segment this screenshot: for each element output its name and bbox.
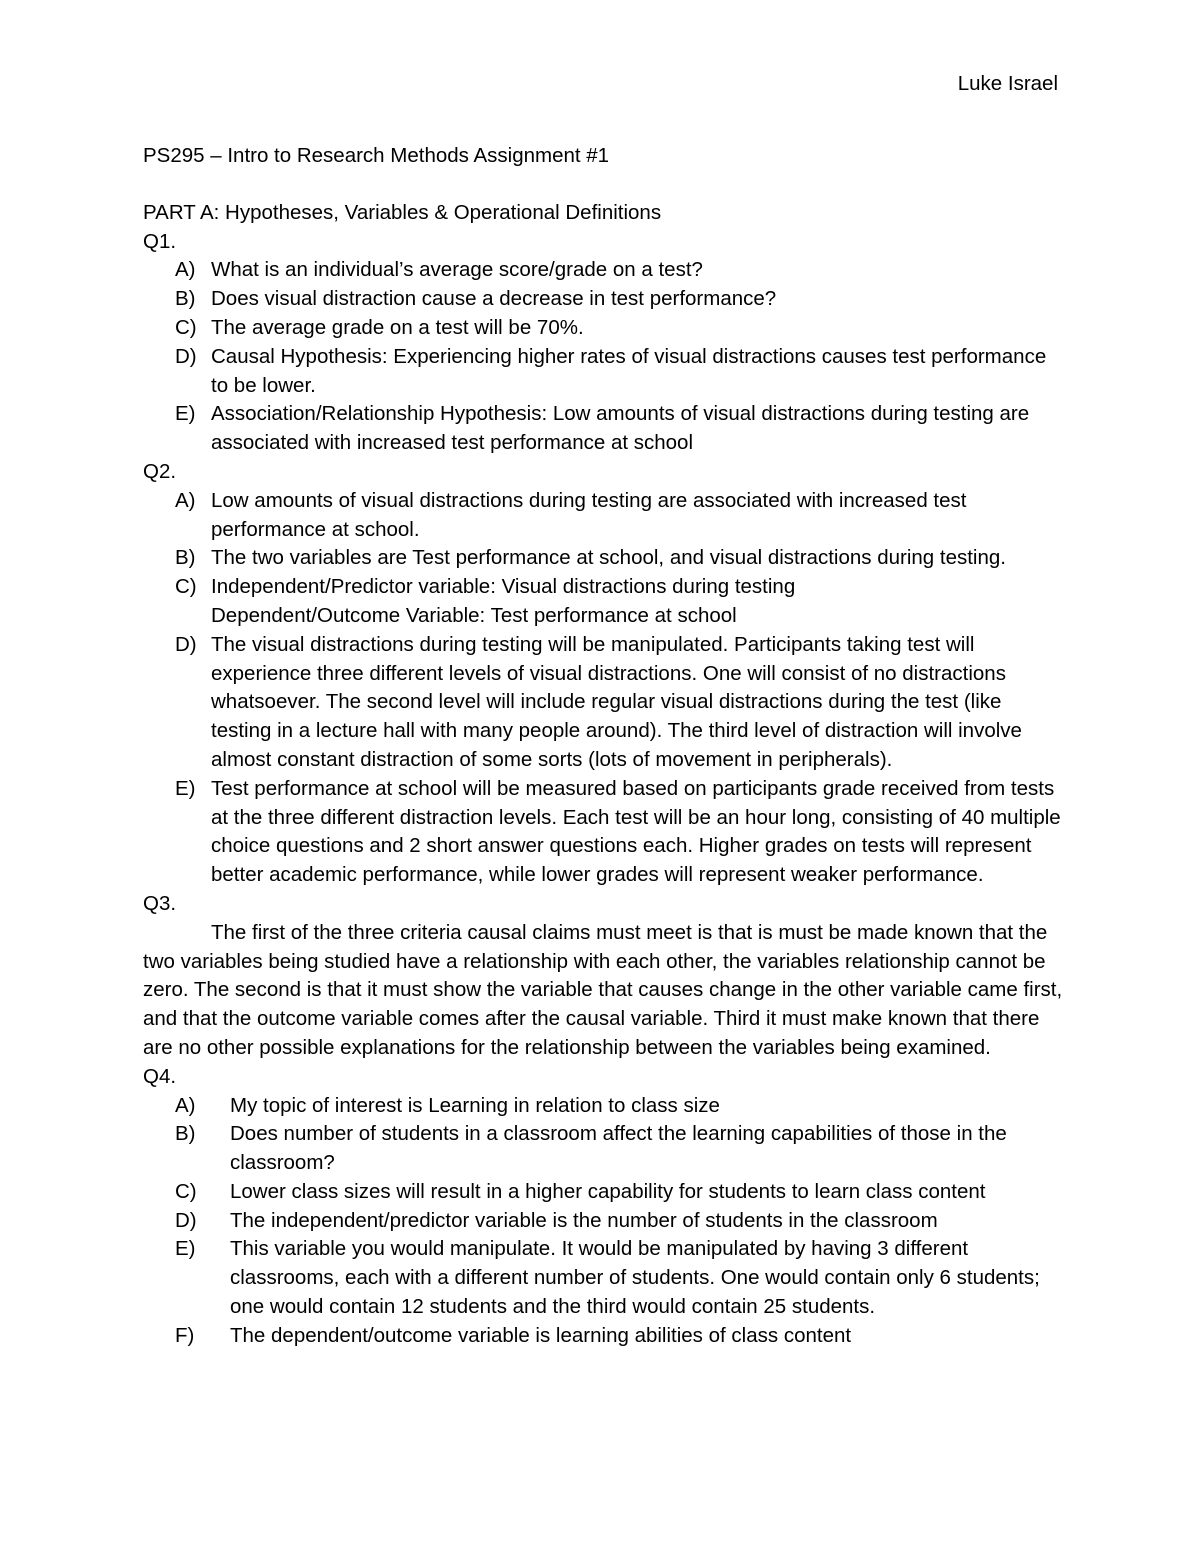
answer-text: The average grade on a test will be 70%. xyxy=(211,315,584,339)
list-item xyxy=(143,285,1063,314)
answer-text: Does visual distraction cause a decrease in test performance? xyxy=(211,287,777,311)
document-body xyxy=(143,142,1063,1351)
list-marker: A) xyxy=(175,488,196,512)
list-item xyxy=(143,631,1063,775)
answer-text: Does number of students in a classroom affect the learning capabilities of those in the classroom? xyxy=(230,1122,1007,1175)
question-label-q2: Q2. xyxy=(143,459,177,483)
answer-text: What is an individual’s average score/grade on a test? xyxy=(211,258,703,282)
answer-text: Independent/Predictor variable: Visual distractions during testing xyxy=(211,575,796,599)
answer-list-q1 xyxy=(143,256,1063,458)
document-title: PS295 – Intro to Research Methods Assignment #1 xyxy=(143,144,610,167)
list-marker: A) xyxy=(175,258,196,282)
list-marker: F) xyxy=(175,1323,195,1347)
list-item xyxy=(143,1178,1063,1207)
answer-text: This variable you would manipulate. It would be manipulated by having 3 different classrooms, each with a different number of students. One would contain only 6 students; one would contain 12 students and the third would contain 25 students. xyxy=(230,1237,1040,1319)
answer-text: Test performance at school will be measured based on participants grade received from tests at the three different distraction levels. Each test will be an hour long, consisting of 40 multiple choice questions and 2 short answer questions each. Higher grades on tests will represent better academic performance, while lower grades will represent weaker performance. xyxy=(211,776,1061,887)
list-item xyxy=(143,343,1063,401)
list-marker: B) xyxy=(175,1122,196,1146)
list-marker: C) xyxy=(175,575,197,599)
list-item xyxy=(143,1092,1063,1121)
author-name: Luke Israel xyxy=(957,72,1058,95)
list-item xyxy=(143,1322,1063,1351)
list-item xyxy=(143,573,1063,631)
answer-text-line2: Dependent/Outcome Variable: Test performance at school xyxy=(211,603,737,627)
answer-text: Lower class sizes will result in a higher capability for students to learn class content xyxy=(230,1179,986,1203)
list-marker: B) xyxy=(175,287,196,311)
q3-paragraph: The first of the three criteria causal claims must meet is that is must be made known that the two variables being studied have a relationship with each other, the variables relationship cannot be zero. The second is that it must show the variable that causes change in the other variable came first, and that the outcome variable comes after the causal variable. Third it must make known that there are no other possible explanations for the relationship between the variables being examined. xyxy=(143,920,1063,1059)
list-marker: D) xyxy=(175,1208,197,1232)
answer-text: My topic of interest is Learning in relation to class size xyxy=(230,1093,720,1117)
list-item xyxy=(143,1120,1063,1178)
list-marker: B) xyxy=(175,546,196,570)
list-marker: C) xyxy=(175,1179,197,1203)
answer-text: Low amounts of visual distractions during testing are associated with increased test performance at school. xyxy=(211,488,967,541)
answer-list-q2 xyxy=(143,487,1063,890)
list-item xyxy=(143,775,1063,890)
question-label-q1: Q1. xyxy=(143,229,177,253)
list-marker: E) xyxy=(175,776,196,800)
answer-list-q4 xyxy=(143,1092,1063,1351)
list-marker: A) xyxy=(175,1093,196,1117)
answer-text: The independent/predictor variable is the number of students in the classroom xyxy=(230,1208,938,1232)
list-marker: E) xyxy=(175,1237,196,1261)
answer-text: The two variables are Test performance at school, and visual distractions during testing. xyxy=(211,546,1006,570)
list-marker: D) xyxy=(175,632,197,656)
list-item xyxy=(143,314,1063,343)
answer-text: The visual distractions during testing will be manipulated. Participants taking test will experience three different levels of visual distractions. One will consist of no distractions whatsoever. The second level will include regular visual distractions during the test (like testing in a lecture hall with many people around). The third level of distraction will involve almost constant distraction of some sorts (lots of movement in peripherals). xyxy=(211,632,1022,771)
answer-text: Causal Hypothesis: Experiencing higher rates of visual distractions causes test performance to be lower. xyxy=(211,344,1047,397)
part-a-heading: PART A: Hypotheses, Variables & Operational Definitions xyxy=(143,200,662,224)
list-marker: E) xyxy=(175,402,196,426)
list-marker: D) xyxy=(175,344,197,368)
answer-text: Association/Relationship Hypothesis: Low amounts of visual distractions during testing are associated with increased test performance at school xyxy=(211,402,1030,455)
list-item xyxy=(143,1235,1063,1321)
list-item xyxy=(143,400,1063,458)
list-item xyxy=(143,1207,1063,1236)
list-item xyxy=(143,544,1063,573)
list-item xyxy=(143,256,1063,285)
answer-text: The dependent/outcome variable is learning abilities of class content xyxy=(230,1323,852,1347)
question-label-q3: Q3. xyxy=(143,891,177,915)
list-item xyxy=(143,487,1063,545)
list-marker: C) xyxy=(175,315,197,339)
question-label-q4: Q4. xyxy=(143,1064,177,1088)
